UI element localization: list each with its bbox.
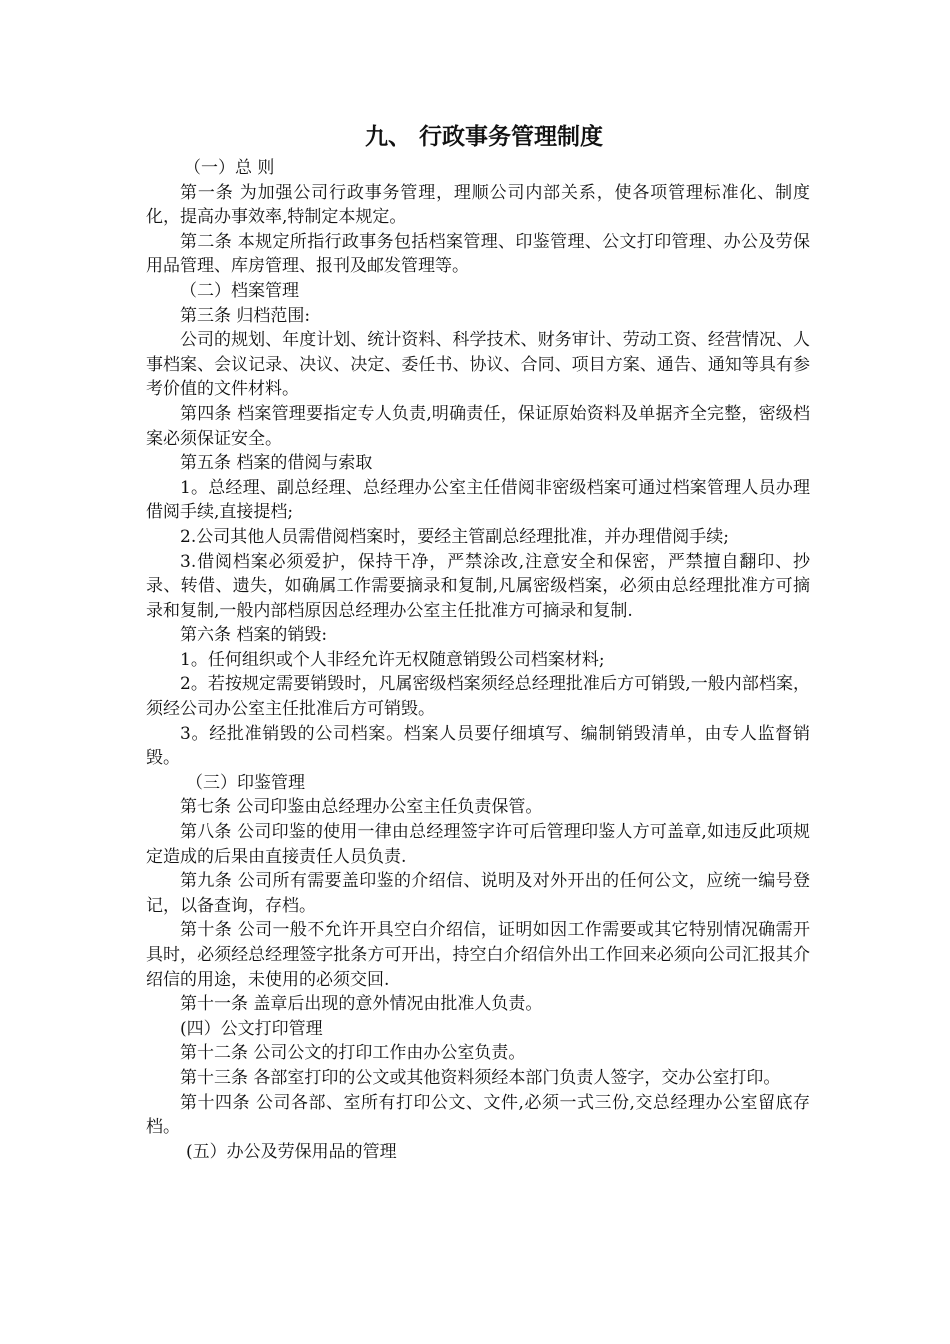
document-title: 九、 行政事务管理制度 <box>364 124 603 150</box>
section-heading: （二）档案管理 <box>180 280 299 301</box>
paragraph: 第八条 公司印鉴的使用一律由总经理签字许可后管理印鉴人方可盖章,如违反此项规定造成的后果由直接责任人员负责. <box>146 822 810 867</box>
paragraph: 公司的规划、年度计划、统计资料、科学技术、财务审计、劳动工资、经营情况、人事档案、会议记录、决议、决定、委任书、协议、合同、项目方案、通告、通知等具有参考价值的文件材料。 <box>146 330 810 400</box>
paragraph: 3。经批准销毁的公司档案。档案人员要仔细填写、编制销毁清单，由专人监督销毁。 <box>146 723 810 769</box>
paragraph: 第四条 档案管理要指定专人负责,明确责任，保证原始资料及单据齐全完整，密级档案必须保证安全。 <box>146 403 810 449</box>
paragraph: 3.借阅档案必须爱护，保持干净，严禁涂改,注意安全和保密，严禁擅自翻印、抄录、转借、遗失，如确属工作需要摘录和复制,凡属密级档案，必须由总经理批准方可摘录和复制,一般内部档原因总经理办公室主任批准方可摘录和复制. <box>146 551 810 621</box>
paragraph: 第五条 档案的借阅与索取 <box>180 453 373 474</box>
paragraph: 2。若按规定需要销毁时，凡属密级档案须经总经理批准后方可销毁,一般内部档案，须经公司办公室主任批准后方可销毁。 <box>146 674 810 720</box>
paragraph: 第十四条 公司各部、室所有打印公文、文件,必须一式三份,交总经理办公室留底存档。 <box>146 1092 810 1138</box>
paragraph: 1。任何组织或个人非经允许无权随意销毁公司档案材料; <box>180 649 605 670</box>
paragraph: 第三条 归档范围: <box>180 305 311 326</box>
paragraph: 第十一条 盖章后出现的意外情况由批准人负责。 <box>180 994 543 1015</box>
paragraph: 第十条 公司一般不允许开具空白介绍信，证明如因工作需要或其它特别情况确需开具时，必须经总经理签字批条方可开出，持空白介绍信外出工作回来必须向公司汇报其介绍信的用途，未使用的必须交回. <box>146 920 810 990</box>
paragraph: 第一条 为加强公司行政事务管理，理顺公司内部关系，使各项管理标准化、制度化，提高办事效率,特制定本规定。 <box>146 182 810 228</box>
document-body <box>146 156 810 1164</box>
section-heading: (五）办公及劳保用品的管理 <box>186 1141 397 1162</box>
document-page <box>146 118 810 1164</box>
section-heading: （三）印鉴管理 <box>186 772 305 793</box>
paragraph: 第十二条 公司公文的打印工作由办公室负责。 <box>180 1043 526 1064</box>
paragraph: 第九条 公司所有需要盖印鉴的介绍信、说明及对外开出的任何公文，应统一编号登记，以备查询，存档。 <box>146 871 810 916</box>
paragraph: 第六条 档案的销毁: <box>180 625 328 646</box>
section-heading: （一）总 则 <box>184 158 275 178</box>
paragraph: 第七条 公司印鉴由总经理办公室主任负责保管。 <box>180 797 543 818</box>
paragraph: 第十三条 各部室打印的公文或其他资料须经本部门负责人签字，交办公室打印。 <box>180 1067 781 1088</box>
paragraph: 第二条 本规定所指行政事务包括档案管理、印鉴管理、公文打印管理、办公及劳保用品管理、库房管理、报刊及邮发管理等。 <box>146 231 810 277</box>
section-heading: (四）公文打印管理 <box>180 1018 323 1039</box>
paragraph: 2.公司其他人员需借阅档案时，要经主管副总经理批准，并办理借阅手续; <box>180 526 729 547</box>
paragraph: 1。总经理、副总经理、总经理办公室主任借阅非密级档案可通过档案管理人员办理借阅手续,直接提档; <box>146 477 810 523</box>
